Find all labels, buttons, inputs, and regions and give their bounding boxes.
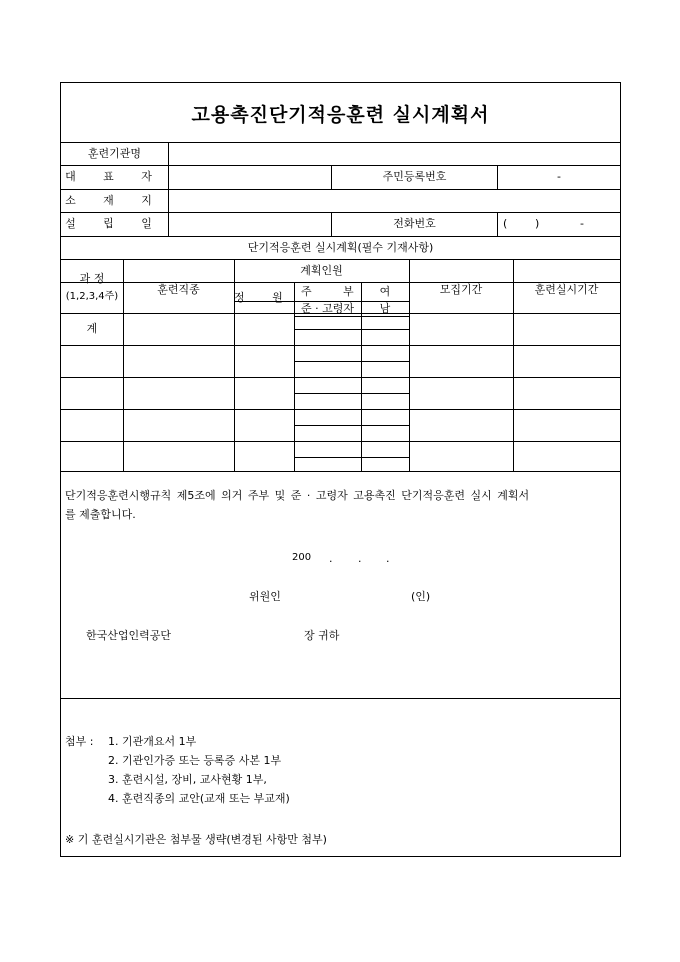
planned-people-header: 계획인원	[300, 264, 343, 277]
course-weeks-header: (1,2,3,4주)	[65, 291, 119, 302]
date-year[interactable]: 200	[292, 552, 312, 563]
housewife-header-2: 부	[343, 285, 354, 298]
total-row-label: 계	[86, 322, 98, 335]
institution-name-field[interactable]	[169, 143, 620, 165]
submission-statement-line-2: 를 제출합니다.	[65, 508, 136, 521]
seal-mark: (인)	[411, 590, 431, 603]
recipient-suffix: 장 귀하	[304, 629, 340, 642]
date-dot-1: .	[329, 552, 333, 565]
housewife-header-1: 주	[301, 285, 312, 298]
established-date-field[interactable]	[169, 213, 331, 235]
plan-section-title: 단기적응훈련 실시계획(필수 기재사항)	[247, 241, 434, 254]
attachments-note: ※ 기 훈련실시기관은 첨부물 생략(변경된 사항만 첨부)	[65, 833, 327, 846]
address-field[interactable]	[169, 190, 620, 212]
phone-label: 전화번호	[393, 217, 436, 230]
attachment-item: 4. 훈련직종의 교안(교재 또는 부교재)	[108, 792, 290, 805]
attachments-label: 첨부 :	[65, 735, 94, 748]
address-label: 소 재 지	[65, 194, 164, 207]
female-header: 여	[379, 285, 391, 298]
job-type-header: 훈련직종	[157, 283, 200, 296]
resident-id-field[interactable]: -	[557, 170, 561, 183]
representative-field[interactable]	[169, 166, 331, 188]
recipient-org: 한국산업인력공단	[86, 629, 172, 642]
institution-name-label: 훈련기관명	[87, 147, 142, 160]
male-header: 남	[379, 302, 391, 315]
applicant-label: 위원인	[249, 590, 281, 603]
attachment-item: 2. 기관인가증 또는 등록증 사본 1부	[108, 754, 282, 767]
phone-field[interactable]: ( ) -	[503, 217, 584, 230]
elderly-header: 준 · 고령자	[301, 302, 354, 315]
application-form	[60, 82, 621, 857]
resident-id-label: 주민등록번호	[382, 170, 447, 183]
established-date-label: 설 립 일	[65, 217, 164, 230]
training-period-header: 훈련실시기간	[534, 283, 599, 296]
date-dot-2: .	[358, 552, 362, 565]
course-header: 과 정	[79, 272, 105, 285]
form-title: 고용촉진단기적응훈련 실시계획서	[191, 104, 490, 126]
representative-label: 대 표 자	[65, 170, 164, 183]
date-dot-3: .	[386, 552, 390, 565]
submission-statement-line-1: 단기적응훈련시행규칙 제5조에 의거 주부 및 준 · 고령자 고용촉진 단기적응훈련 실시 계획서	[65, 489, 530, 502]
quota-header: 정 원	[234, 291, 295, 304]
attachment-item: 1. 기관개요서 1부	[108, 735, 197, 748]
recruit-period-header: 모집기간	[439, 283, 483, 296]
attachment-item: 3. 훈련시설, 장비, 교사현황 1부,	[108, 773, 267, 786]
